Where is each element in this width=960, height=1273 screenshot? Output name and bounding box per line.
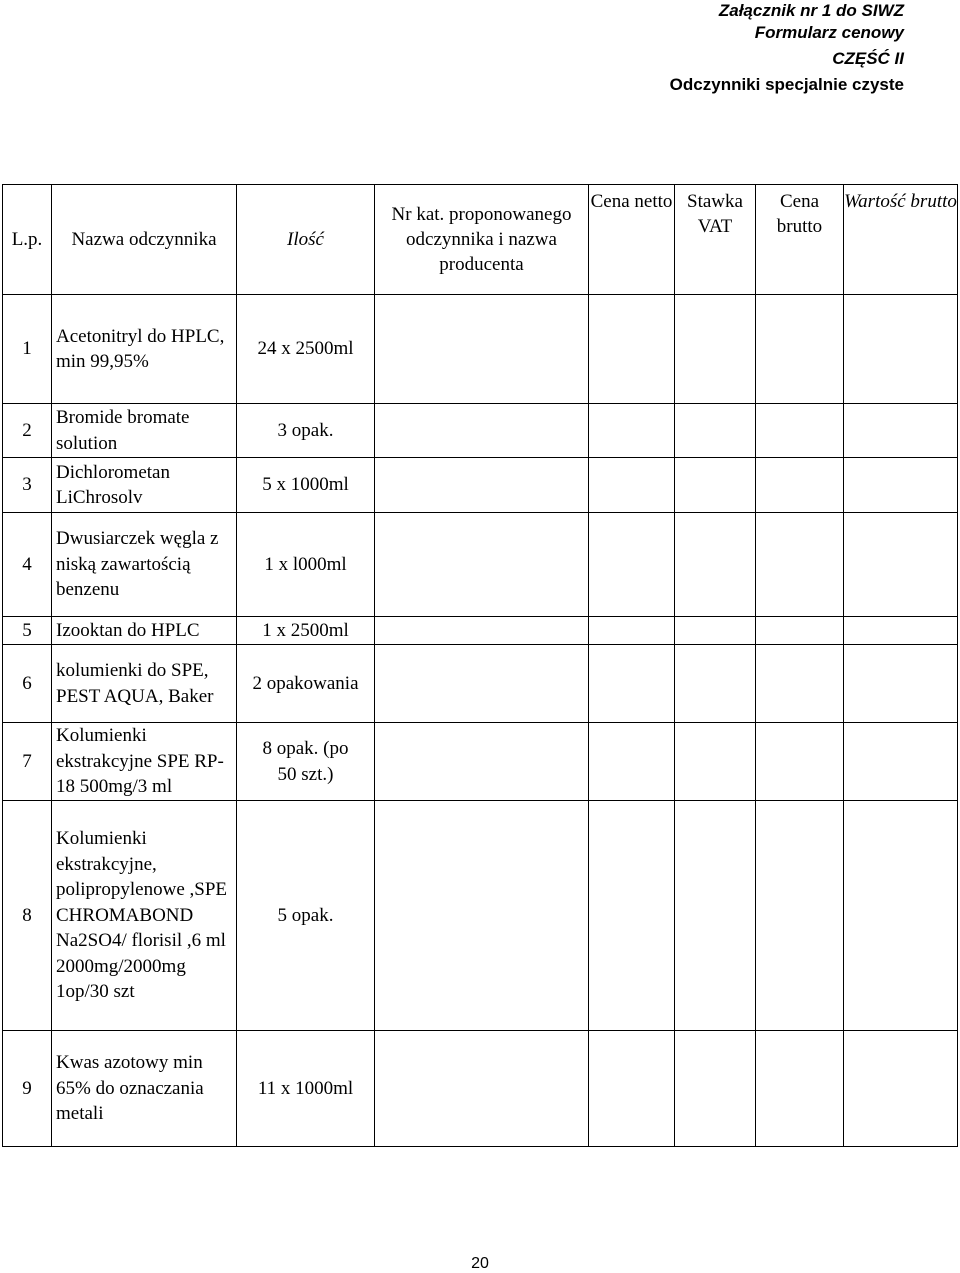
row-number: 4 <box>3 513 52 617</box>
catalog-cell[interactable] <box>375 801 589 1031</box>
row-number: 3 <box>3 458 52 513</box>
reagent-name: Dwusiarczek węgla z niską zawartością benzenu <box>52 513 237 617</box>
reagent-quantity: 5 opak. <box>237 801 375 1031</box>
row-number: 2 <box>3 404 52 458</box>
net-price-cell[interactable] <box>589 404 675 458</box>
gross-price-cell[interactable] <box>756 513 844 617</box>
net-price-cell[interactable] <box>589 617 675 645</box>
table-row <box>3 645 958 723</box>
reagent-quantity: 11 x 1000ml <box>237 1031 375 1147</box>
vat-cell[interactable] <box>675 458 756 513</box>
vat-cell[interactable] <box>675 1031 756 1147</box>
reagent-name: kolumienki do SPE, PEST AQUA, Baker <box>52 645 237 723</box>
gross-value-cell[interactable] <box>844 295 958 404</box>
row-number: 6 <box>3 645 52 723</box>
gross-value-cell[interactable] <box>844 645 958 723</box>
gross-price-cell[interactable] <box>756 1031 844 1147</box>
row-number: 7 <box>3 723 52 801</box>
catalog-cell[interactable] <box>375 404 589 458</box>
vat-cell[interactable] <box>675 617 756 645</box>
row-number: 1 <box>3 295 52 404</box>
reagent-quantity: 2 opakowania <box>237 645 375 723</box>
gross-value-cell[interactable] <box>844 723 958 801</box>
vat-cell[interactable] <box>675 645 756 723</box>
col-header-catalog: Nr kat. proponowanego odczynnika i nazwa producenta <box>375 185 589 295</box>
row-number: 5 <box>3 617 52 645</box>
catalog-cell[interactable] <box>375 295 589 404</box>
table-row <box>3 404 958 458</box>
reagent-name: Kolumienki ekstrakcyjne, polipropylenowe ,SPE CHROMABOND Na2SO4/ florisil ,6 ml 2000mg/2000mg 1op/30 szt <box>52 801 237 1031</box>
col-header-gross-value: Wartość brutto <box>844 185 958 295</box>
table-row <box>3 801 958 1031</box>
gross-price-cell[interactable] <box>756 645 844 723</box>
gross-value-cell[interactable] <box>844 513 958 617</box>
catalog-cell[interactable] <box>375 1031 589 1147</box>
gross-price-cell[interactable] <box>756 801 844 1031</box>
gross-price-cell[interactable] <box>756 723 844 801</box>
gross-value-cell[interactable] <box>844 617 958 645</box>
vat-cell[interactable] <box>675 404 756 458</box>
catalog-cell[interactable] <box>375 617 589 645</box>
net-price-cell[interactable] <box>589 645 675 723</box>
vat-cell[interactable] <box>675 801 756 1031</box>
row-number: 8 <box>3 801 52 1031</box>
gross-price-cell[interactable] <box>756 295 844 404</box>
price-form-table <box>2 184 958 1147</box>
vat-cell[interactable] <box>675 295 756 404</box>
col-header-gross-price: Cena brutto <box>756 185 844 295</box>
vat-cell[interactable] <box>675 723 756 801</box>
col-header-qty: Ilość <box>237 185 375 295</box>
table-row <box>3 617 958 645</box>
reagent-name: Acetonitryl do HPLC, min 99,95% <box>52 295 237 404</box>
col-header-name: Nazwa odczynnika <box>52 185 237 295</box>
table-row <box>3 723 958 801</box>
reagent-quantity: 3 opak. <box>237 404 375 458</box>
gross-value-cell[interactable] <box>844 801 958 1031</box>
table-row <box>3 1031 958 1147</box>
net-price-cell[interactable] <box>589 723 675 801</box>
table-header-row <box>3 185 958 295</box>
reagent-quantity: 1 x l000ml <box>237 513 375 617</box>
reagent-name: Izooktan do HPLC <box>52 617 237 645</box>
reagent-quantity: 24 x 2500ml <box>237 295 375 404</box>
net-price-cell[interactable] <box>589 801 675 1031</box>
reagent-quantity: 1 x 2500ml <box>237 617 375 645</box>
net-price-cell[interactable] <box>589 295 675 404</box>
vat-cell[interactable] <box>675 513 756 617</box>
reagent-name: Kolumienki ekstrakcyjne SPE RP-18 500mg/3 ml <box>52 723 237 801</box>
reagent-name: Kwas azotowy min 65% do oznaczania metali <box>52 1031 237 1147</box>
gross-price-cell[interactable] <box>756 617 844 645</box>
attachment-label: Załącznik nr 1 do SIWZ <box>718 1 904 20</box>
part-label: CZĘŚĆ II <box>832 49 904 68</box>
net-price-cell[interactable] <box>589 458 675 513</box>
reagent-name: Bromide bromate solution <box>52 404 237 458</box>
gross-value-cell[interactable] <box>844 458 958 513</box>
catalog-cell[interactable] <box>375 513 589 617</box>
catalog-cell[interactable] <box>375 723 589 801</box>
page-number: 20 <box>471 1255 489 1272</box>
catalog-cell[interactable] <box>375 645 589 723</box>
part-subtitle: Odczynniki specjalnie czyste <box>669 75 904 94</box>
reagent-name: Dichlorometan LiChrosolv <box>52 458 237 513</box>
reagent-quantity: 8 opak. (po 50 szt.) <box>237 723 375 801</box>
col-header-net-price: Cena netto <box>589 185 675 295</box>
row-number: 9 <box>3 1031 52 1147</box>
gross-value-cell[interactable] <box>844 404 958 458</box>
reagent-quantity: 5 x 1000ml <box>237 458 375 513</box>
net-price-cell[interactable] <box>589 513 675 617</box>
net-price-cell[interactable] <box>589 1031 675 1147</box>
table-row <box>3 295 958 404</box>
col-header-lp: L.p. <box>3 185 52 295</box>
gross-price-cell[interactable] <box>756 458 844 513</box>
gross-value-cell[interactable] <box>844 1031 958 1147</box>
catalog-cell[interactable] <box>375 458 589 513</box>
table-row <box>3 513 958 617</box>
form-title: Formularz cenowy <box>754 23 904 42</box>
document-header <box>670 0 904 96</box>
col-header-vat: Stawka VAT <box>675 185 756 295</box>
gross-price-cell[interactable] <box>756 404 844 458</box>
table-row <box>3 458 958 513</box>
